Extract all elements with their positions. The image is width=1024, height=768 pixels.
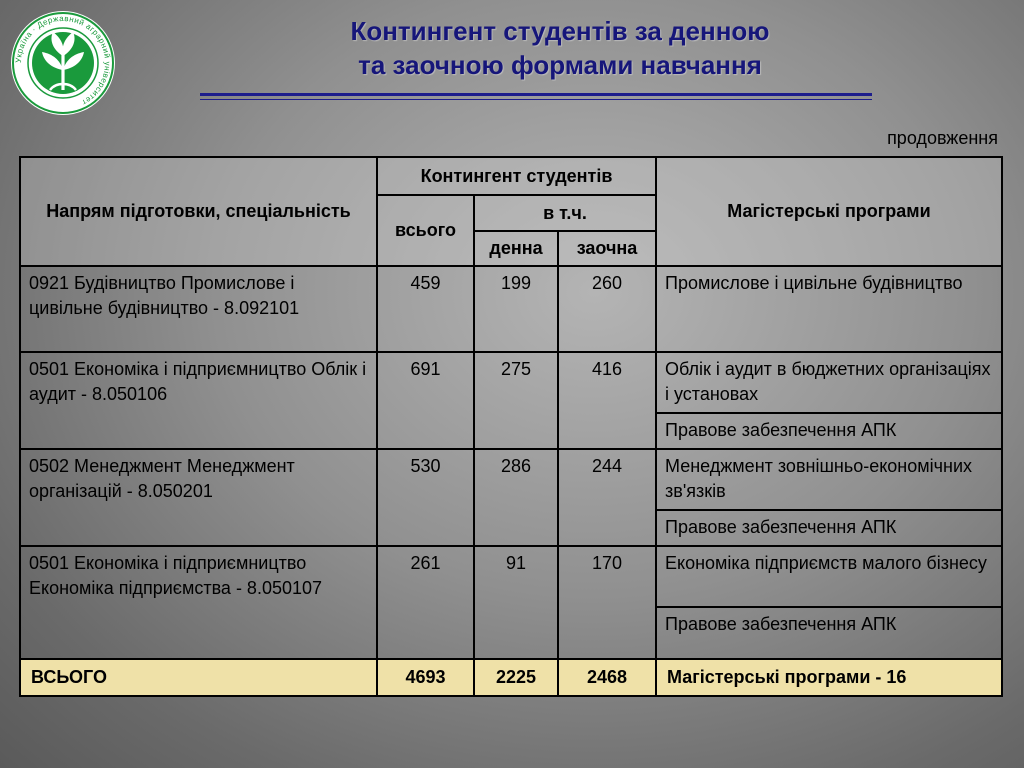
title-line-1: Контингент студентів за денною: [350, 16, 770, 46]
row-direction: 0921 Будівництво Промислове і цивільне будівництво - 8.092101: [20, 266, 377, 352]
row-program: Правове забезпечення АПК: [656, 413, 1002, 449]
row-total: 530: [377, 449, 474, 546]
title-underline: [200, 93, 872, 96]
table-row: [20, 449, 1002, 510]
totals-extramural: 2468: [558, 659, 656, 696]
totals-total: 4693: [377, 659, 474, 696]
row-direction: 0501 Економіка і підприємництво Економіка підприємства - 8.050107: [20, 546, 377, 659]
row-extramural: 416: [558, 352, 656, 449]
title-line-2: та заочною формами навчання: [358, 50, 762, 80]
header-including: в т.ч.: [474, 195, 656, 231]
row-daytime: 286: [474, 449, 558, 546]
students-table: [19, 156, 1003, 697]
row-extramural: 170: [558, 546, 656, 659]
row-program: Правове забезпечення АПК: [656, 510, 1002, 546]
table-row: [20, 266, 1002, 352]
row-program: Промислове і цивільне будівництво: [656, 266, 1002, 352]
table-row: [20, 352, 1002, 413]
header-daytime: денна: [474, 231, 558, 266]
row-total: 459: [377, 266, 474, 352]
row-program: Менеджмент зовнішньо-економічних зв'язків: [656, 449, 1002, 510]
row-program: Облік і аудит в бюджетних організаціях і установах: [656, 352, 1002, 413]
title-underline-thin: [200, 99, 872, 100]
row-program: Правове забезпечення АПК: [656, 607, 1002, 659]
row-daytime: 91: [474, 546, 558, 659]
row-daytime: 275: [474, 352, 558, 449]
totals-daytime: 2225: [474, 659, 558, 696]
row-extramural: 244: [558, 449, 656, 546]
row-total: 261: [377, 546, 474, 659]
totals-row: [20, 659, 1002, 696]
row-direction: 0502 Менеджмент Менеджмент організацій - 8.050201: [20, 449, 377, 546]
totals-programs: Магістерські програми - 16: [656, 659, 1002, 696]
row-program: Економіка підприємств малого бізнесу: [656, 546, 1002, 607]
logo-ring-text: Україна · Державний аграрний університет: [13, 13, 113, 108]
row-extramural: 260: [558, 266, 656, 352]
university-logo: [10, 10, 116, 116]
totals-label: ВСЬОГО: [20, 659, 377, 696]
header-direction: Напрям підготовки, спеціальність: [20, 157, 377, 266]
row-total: 691: [377, 352, 474, 449]
header-contingent: Контингент студентів: [377, 157, 656, 195]
row-daytime: 199: [474, 266, 558, 352]
row-direction: 0501 Економіка і підприємництво Облік і аудит - 8.050106: [20, 352, 377, 449]
continuation-label: продовження: [887, 128, 998, 148]
header-total: всього: [377, 195, 474, 266]
table-row: [20, 546, 1002, 607]
header-extramural: заочна: [558, 231, 656, 266]
header-masters: Магістерські програми: [656, 157, 1002, 266]
page-title: [200, 14, 920, 82]
header-row: [20, 157, 1002, 195]
